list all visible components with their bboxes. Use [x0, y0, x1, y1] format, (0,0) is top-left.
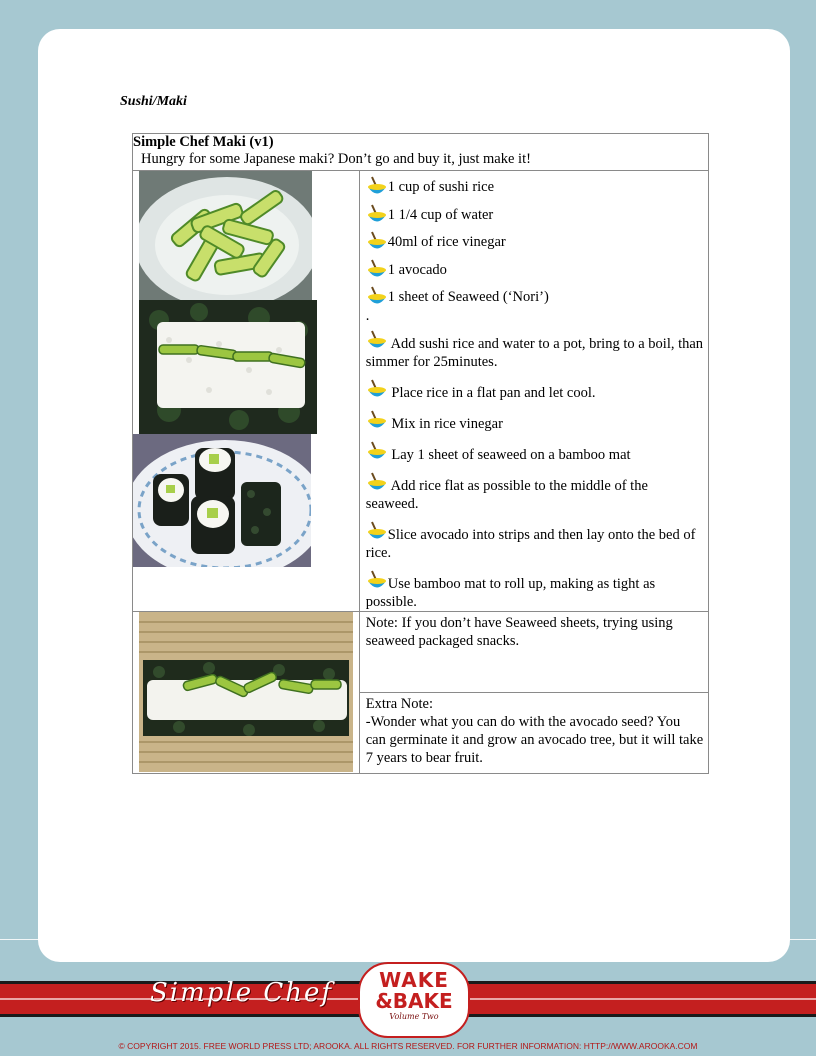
ingredient-item — [366, 198, 704, 225]
step-text: Add rice flat as possible to the middle of the seaweed. — [365, 477, 648, 512]
bowl-icon — [366, 410, 388, 432]
step-text: Mix in rice vinegar — [387, 415, 503, 432]
rice-on-seaweed-photo — [139, 300, 317, 434]
bamboo-photo-cell — [133, 611, 360, 773]
recipe-description: Hungry for some Japanese maki? Don’t go and buy it, just make it! — [141, 151, 531, 167]
extra-note-title: Extra Note: — [365, 695, 433, 712]
step-item — [366, 410, 704, 433]
bowl-icon — [366, 204, 388, 226]
ingredient-item — [366, 281, 704, 308]
copyright-text: © COPYRIGHT 2015. FREE WORLD PRESS LTD; AROOKA. ALL RIGHTS RESERVED. FOR FURTHER INFORMATION: HTTP://WWW.AROOKA.COM — [118, 1041, 698, 1051]
bowl-icon — [366, 379, 388, 401]
step-text: Use bamboo mat to roll up, making as tight as possible. — [365, 575, 656, 610]
photo-cell — [133, 171, 360, 612]
bowl-icon — [366, 521, 388, 543]
divider-line — [0, 939, 816, 940]
bowl-icon — [366, 286, 388, 308]
maki-rolls-photo — [133, 434, 311, 567]
bowl-icon — [366, 570, 388, 592]
wake-bake-logo — [358, 962, 470, 1038]
ingredient-text: 1 cup of sushi rice — [387, 179, 495, 196]
step-item — [366, 570, 704, 611]
recipe-header — [133, 134, 709, 171]
step-text: Add sushi rice and water to a pot, bring to a boil, than simmer for 25minutes. — [365, 335, 704, 370]
recipe-table — [132, 133, 709, 774]
bowl-icon — [366, 330, 388, 352]
step-item — [366, 379, 704, 402]
ingredient-item — [366, 253, 704, 280]
step-text: Slice avocado into strips and then lay onto the bed of rice. — [365, 526, 696, 561]
step-text: Place rice in a flat pan and let cool. — [387, 384, 596, 401]
logo-line1: WAKE — [379, 968, 449, 992]
section-title: Sushi/Maki — [120, 94, 187, 109]
brand-name: Simple Chef — [150, 978, 334, 1008]
logo-line3: Volume Two — [389, 1012, 439, 1021]
step-item — [366, 521, 704, 562]
ingredient-item — [366, 226, 704, 253]
note-text: Note: If you don’t have Seaweed sheets, trying using seaweed packaged snacks. — [365, 614, 673, 649]
recipe-title: Simple Chef Maki (v1) — [133, 134, 274, 150]
bowl-icon — [366, 441, 388, 463]
ingredient-text: 40ml of rice vinegar — [387, 234, 506, 251]
extra-note-cell — [359, 692, 708, 773]
bowl-icon — [366, 176, 388, 198]
ingredient-text: 1 1/4 cup of water — [387, 206, 494, 223]
instructions-cell — [359, 171, 708, 612]
bowl-icon — [366, 259, 388, 281]
step-item — [366, 472, 704, 513]
bamboo-mat-photo — [139, 612, 353, 772]
step-text: Lay 1 sheet of seaweed on a bamboo mat — [387, 446, 631, 463]
bowl-icon — [366, 472, 388, 494]
extra-note-text: -Wonder what you can do with the avocado seed? You can germinate it and grow an avocado tree, but it will take 7 years to bear fruit. — [365, 713, 704, 766]
step-item — [366, 330, 704, 371]
ingredient-text: 1 avocado — [387, 261, 447, 278]
step-item — [366, 441, 704, 464]
separator: . — [365, 307, 370, 324]
bowl-icon — [366, 231, 388, 253]
avocado-photo — [139, 171, 312, 300]
ingredient-text: 1 sheet of Seaweed (‘Nori’) — [387, 288, 549, 305]
note-cell — [359, 611, 708, 692]
logo-line2: &BAKE — [375, 989, 453, 1013]
ingredient-item — [366, 171, 704, 198]
